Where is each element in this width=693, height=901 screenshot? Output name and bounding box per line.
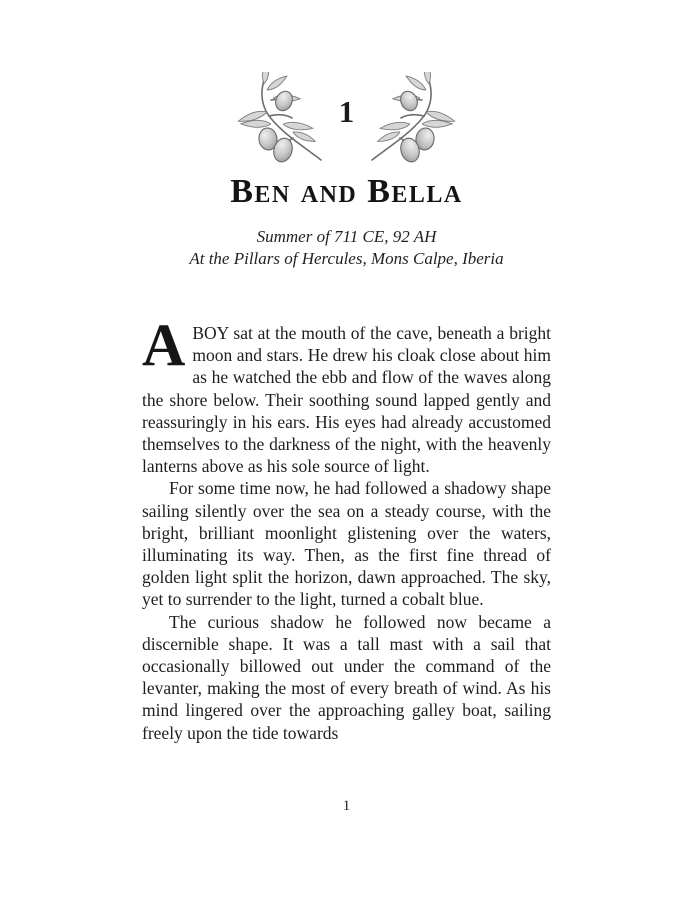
olive-branch-icon (237, 72, 329, 168)
paragraph-1 (142, 312, 551, 477)
paragraph-3: The curious shadow he followed now became a discernible shape. It was a tall mast with a sail that occasionally billowed out under the command of the levanter, making the most of every breath of wind. As his mind lingered over the approaching galley boat, sailing freely upon the tide towards (142, 611, 551, 743)
paragraph-2: For some time now, he had followed a shadowy shape sailing silently over the sea on a steady course, with the bright, brilliant moonlight glistening over the waters, illuminating its way. Then, as the first fine thread of golden light split the horizon, dawn approached. The sky, yet to surrender to the light, turned a cobalt blue. (142, 478, 551, 610)
subtitle-line-1: Summer of 711 CE, 92 AH (256, 227, 437, 246)
body-text (142, 312, 551, 744)
page-number: 1 (342, 798, 351, 814)
subtitle-line-2: At the Pillars of Hercules, Mons Calpe, Iberia (189, 249, 504, 268)
chapter-number: 1 (338, 93, 355, 129)
chapter-subtitle (0, 226, 693, 270)
page-footer (0, 798, 693, 815)
paragraph-1-text: BOY sat at the mouth of the cave, beneath a bright moon and stars. He drew his cloak close about him as he watched the ebb and flow of the waves along the shore below. Their soothing sound lapped gently and reassuringly in his ears. His eyes had already accustomed themselves to the darkness of the night, with the heavenly lanterns above as his sole source of light. (142, 323, 551, 477)
dropcap: A (142, 312, 186, 378)
chapter-title: Ben and Bella (230, 173, 463, 210)
olive-branch-icon (364, 72, 456, 168)
chapter-ornament-row (0, 0, 693, 168)
